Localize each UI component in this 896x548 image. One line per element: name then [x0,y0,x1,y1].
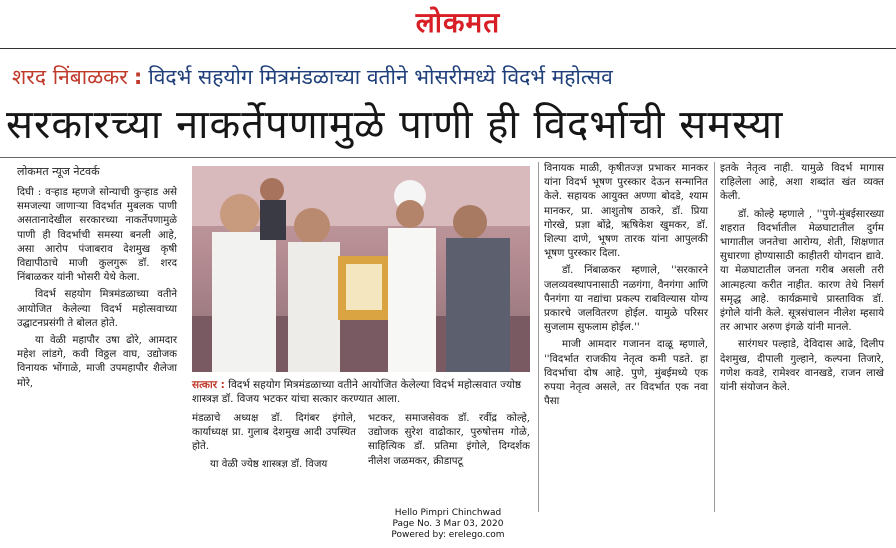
footer-powered: Powered by: erelego.com [391,530,505,540]
headline-rule [0,157,896,158]
caption-text: विदर्भ सहयोग मित्रमंडळाच्या वतीने आयोजित केलेल्या विदर्भ महोत्सवात ज्योष्ठ शास्त्रज्ञ डॉ. विजय भटकर यांचा सत्कार करण्यात आला. [192,379,522,405]
paragraph: माजी आमदार गजानन दाळू म्हणाले, ''विदर्भात राजकीय नेतृत्व कमी पडते. हा विदर्भाचा दोष आहे. पुणे, मुंबईमध्ये एक रुपया नेतृत्व असले, तर विदर्भात एक नवा पैसा [544,339,708,408]
paragraph: या वेळी महापौर उषा ढोरे, आमदार महेश लांडगे, कवी विठ्ठल वाघ, उद्योजक विनायक भोंगाळे, माजी उपमहापौर शैलेजा मोरे, [17,335,177,389]
column-4 [544,162,708,412]
column-divider [538,162,539,512]
paragraph: विदर्भ सहयोग मित्रमंडळाच्या वतीने आयोजित केलेल्या विदर्भ महोत्सवाच्या उद्घाटनप्रसंगी ते बोलत होते. [17,289,177,329]
footer-page: Page No. 3 Mar 03, 2020 [392,519,504,529]
paragraph: भटकर, समाजसेवक डॉ. रवींद्र कोल्हे, उद्योजक सुरेश वाढोकार, पुरुषोत्तम गोळे, साहित्यिक डॉ. प्रतिमा इंगोले, दिग्दर्शक नीलेश जळमकर, क्रीडापटू [368,413,530,467]
paragraph: या वेळी ज्येष्ठ शास्त्रज्ञ डॉ. विजय [210,458,328,470]
paragraph: मंडळाचे अध्यक्ष डॉ. दिगंबर इंगोले, कार्याध्यक्ष प्रा. गुलाब देशमुख आदी उपस्थित होते. [192,413,356,453]
column-5 [720,162,884,398]
kicker-text: विदर्भ सहयोग मित्रमंडळाच्या वतीने भोसरीमध्ये विदर्भ महोत्सव [148,65,613,89]
headline: सरकारच्या नाकर्तेपणामुळे पाणी ही विदर्भाची समस्या [6,102,784,148]
column-2 [192,412,356,475]
paragraph: दिघी : वऱ्हाड म्हणजे सोन्याची कुऱ्हाड असे समजल्या जाणाऱ्या विदर्भात मुबलक पाणी असतानादेखील सरकारच्या नाकर्तेपणामुळे पाणी ही विदर्भाची समस्या बनली आहे, असा आरोप पंजाबराव देशमुख कृषी विद्यापीठाचे माजी कुलगुरू डॉ. शरद निंबाळकर यांनी भोसरी येथे केला. [17,187,177,284]
kicker-separator: : [133,65,143,89]
column-3 [368,412,530,472]
photo-caption [192,378,532,406]
kicker-name: शरद निंबाळकर [12,65,128,89]
byline: लोकमत न्यूज नेटवर्क [17,165,100,178]
news-photo [192,166,530,372]
caption-label: सत्कार : [192,379,225,391]
column-1 [17,186,177,394]
paragraph: विनायक माळी, कृषीतज्ज्ञ प्रभाकर मानकर यांना विदर्भ भूषण पुरस्कार देऊन सन्मानित केले. सहायक आयुक्त अण्णा बोदडे, श्याम मानकर, प्रा. आशुतोष ठाकरे, डॉ. प्रिया गोरखे, प्रज्ञा बोंद्रे, ऋषिकेश खुमकर, डॉ. शिल्पा दाणे, भूषण तारक यांना आपुलकी भूषण पुरस्कार दिला. [544,163,708,260]
masthead-rule [0,48,896,49]
column-divider [714,162,715,512]
paragraph: सारंगधर पल्हाडे, देविदास आढे, दिलीप देशमुख, दीपाली गुल्हाने, कल्पना तिजारे, गणेश कवडे, रामेश्वर वानखडे, राजन लाखे यांनी संयोजन केले. [720,339,884,394]
kicker [12,62,613,92]
paragraph: डॉ. कोल्हे म्हणाले , ''पुणे-मुंबईसारख्या शहरात विदर्भातील मेळघाटातील दुर्गम भागातील जनतेचा आरोग्य, शेती, शिक्षणात सुधारणा होण्यासाठी काहीतरी योगदान द्यावे. या मेळघाटातील जनता गरीब असली तरी आत्महत्या करीत नाहीत. कारण तेथे निसर्ग समृद्ध आहे. कार्यक्रमाचे प्रास्ताविक डॉ. इंगोले यांनी केले. सूत्रसंचालन नीलेश म्हसाये तर आभार अरुण इंगळे यांनी मानले. [720,208,884,334]
lokmat-logo: लोकमत [415,6,501,39]
paragraph: इतके नेतृत्व नाही. यामुळे विदर्भ मागास राहिलेला आहे, अशा शब्दांत खंत व्यक्त केली. [720,163,884,203]
footer-edition: Hello Pimpri Chinchwad [394,508,502,518]
paragraph: डॉ. निंबाळकर म्हणाले, ''सरकारने जलव्यवस्थापनासाठी नळगंगा, वैनगंगा आणि पैनगंगा या नद्यांचा प्रकल्प राबविल्यास योग्य प्रकारचे जलवितरण होईल. यामुळे परिसर सुजलाम सुफलाम होईल.'' [544,265,708,334]
